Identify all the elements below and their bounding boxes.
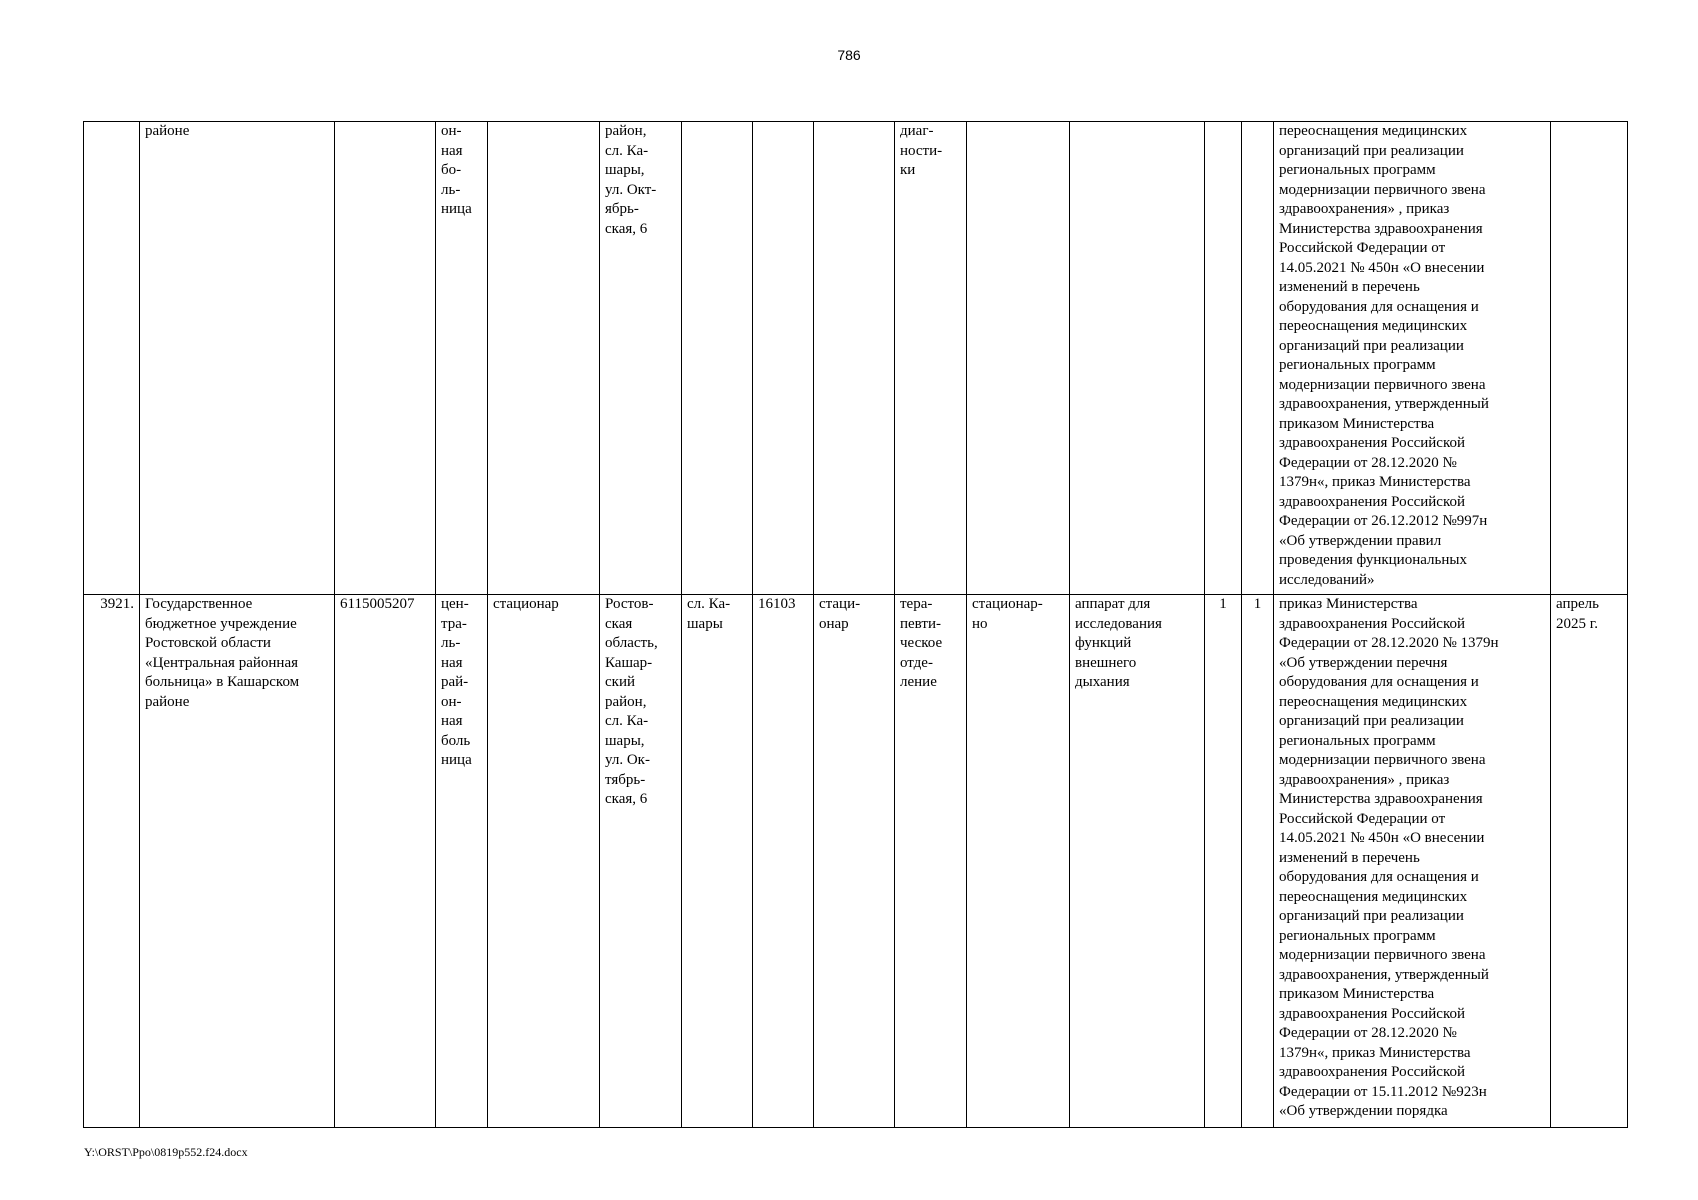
unit-type-cell: стаци- онар bbox=[814, 595, 895, 1128]
organization-name-cell: районе bbox=[140, 122, 335, 595]
equipment-name-cell: аппарат для исследования функций внешнего дыхания bbox=[1070, 595, 1205, 1128]
quantity-cell: 1 bbox=[1242, 595, 1274, 1128]
legal-basis-cell: переоснащения медицинских организаций при реализации региональных программ модернизации первичного звена здравоохранения» , приказ Министерства здравоохранения Российской Федерации от 14.05.2021 № 450н «О внесении изменений в перечень оборудования для оснащения и переоснащения медицинских организаций при реализации региональных программ модернизации первичного звена здравоохранения, утвержденный приказом Министерства здравоохранения Российской Федерации от 28.12.2020 № 1379н«, приказ Министерства здравоохранения Российской Федерации от 26.12.2012 №997н «Об утверждении правил проведения функциональных исследований» bbox=[1274, 122, 1551, 595]
address-cell: Ростов- ская область, Кашар- ский район, сл. Ка- шары, ул. Ок- тябрь- ская, 6 bbox=[600, 595, 682, 1128]
care-condition-cell: стационар- но bbox=[967, 595, 1070, 1128]
care-form-cell bbox=[488, 122, 600, 595]
quantity-cell bbox=[1205, 122, 1242, 595]
code-cell bbox=[753, 122, 814, 595]
equipment-table bbox=[83, 121, 1628, 1128]
page-number: 786 bbox=[837, 47, 861, 63]
table-row bbox=[84, 122, 1628, 595]
department-cell: диаг- ности- ки bbox=[895, 122, 967, 595]
legal-basis-cell: приказ Министерства здравоохранения Российской Федерации от 28.12.2020 № 1379н «Об утверждении перечня оборудования для оснащения и переоснащения медицинских организаций при реализации региональных программ модернизации первичного звена здравоохранения» , приказ Министерства здравоохранения Российской Федерации от 14.05.2021 № 450н «О внесении изменений в перечень оборудования для оснащения и переоснащения медицинских организаций при реализации региональных программ модернизации первичного звена здравоохранения, утвержденный приказом Министерства здравоохранения Российской Федерации от 28.12.2020 № 1379н«, приказ Министерства здравоохранения Российской Федерации от 15.11.2012 №923н «Об утверждении порядка bbox=[1274, 595, 1551, 1128]
department-cell: тера- певти- ческое отде- ление bbox=[895, 595, 967, 1128]
unit-type-cell bbox=[814, 122, 895, 595]
organization-type-cell: он- ная бо- ль- ница bbox=[436, 122, 488, 595]
care-form-cell: стационар bbox=[488, 595, 600, 1128]
organization-type-cell: цен- тра- ль- ная рай- он- ная боль ница bbox=[436, 595, 488, 1128]
deadline-cell bbox=[1551, 122, 1628, 595]
quantity-cell bbox=[1242, 122, 1274, 595]
care-condition-cell bbox=[967, 122, 1070, 595]
address-cell: район, сл. Ка- шары, ул. Окт- ябрь- ская, 6 bbox=[600, 122, 682, 595]
quantity-cell: 1 bbox=[1205, 595, 1242, 1128]
code-cell: 16103 bbox=[753, 595, 814, 1128]
organization-name-cell: Государственное бюджетное учреждение Ростовской области «Центральная районная больница» в Кашарском районе bbox=[140, 595, 335, 1128]
inn-cell: 6115005207 bbox=[335, 595, 436, 1128]
inn-cell bbox=[335, 122, 436, 595]
settlement-cell: сл. Ка- шары bbox=[682, 595, 753, 1128]
row-number-cell: 3921. bbox=[84, 595, 140, 1128]
row-number-cell bbox=[84, 122, 140, 595]
settlement-cell bbox=[682, 122, 753, 595]
equipment-name-cell bbox=[1070, 122, 1205, 595]
deadline-cell: апрель 2025 г. bbox=[1551, 595, 1628, 1128]
table-row bbox=[84, 595, 1628, 1128]
footer-file-path: Y:\ORST\Ppo\0819p552.f24.docx bbox=[84, 1145, 248, 1159]
